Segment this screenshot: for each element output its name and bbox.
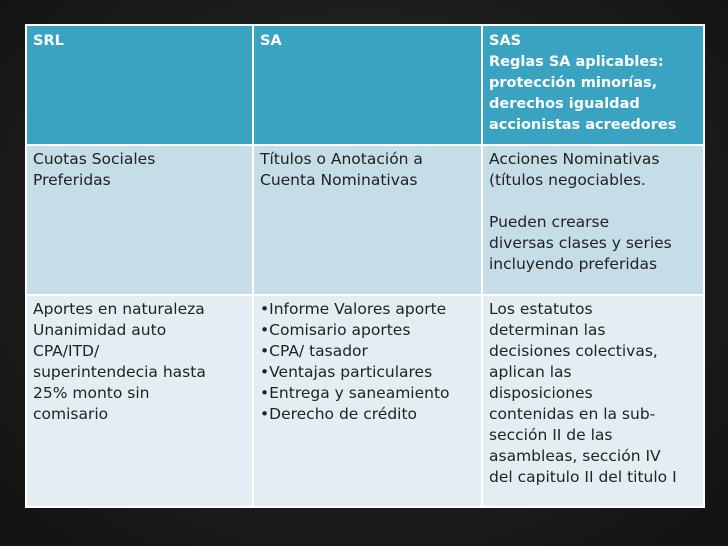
header-sas-line: accionistas acreedores bbox=[489, 117, 677, 133]
paragraph-gap bbox=[489, 191, 697, 212]
table-row bbox=[26, 295, 704, 507]
header-sa-label: SA bbox=[260, 33, 282, 49]
header-sas-label: SAS bbox=[489, 33, 522, 49]
cell-line: diversas clases y series bbox=[489, 234, 672, 252]
bullet-item: •Comisario aportes bbox=[260, 321, 411, 339]
bullet-item: •Informe Valores aporte bbox=[260, 300, 447, 318]
cell-line: Cuotas Sociales bbox=[33, 150, 156, 168]
cell-line: superintendecia hasta bbox=[33, 363, 206, 381]
header-sas bbox=[482, 25, 704, 145]
cell-line: Cuenta Nominativas bbox=[260, 171, 418, 189]
cell-line: Aportes en naturaleza bbox=[33, 300, 205, 318]
cell-line: contenidas en la sub- bbox=[489, 405, 656, 423]
cell-sas bbox=[482, 295, 704, 507]
cell-line: del capitulo II del titulo I bbox=[489, 468, 677, 486]
header-srl-label: SRL bbox=[33, 33, 64, 49]
cell-line: comisario bbox=[33, 405, 109, 423]
cell-line: Los estatutos bbox=[489, 300, 593, 318]
cell-sa bbox=[253, 295, 482, 507]
header-sas-line: Reglas SA aplicables: bbox=[489, 54, 664, 70]
table-row bbox=[26, 145, 704, 295]
header-row bbox=[26, 25, 704, 145]
header-srl bbox=[26, 25, 253, 145]
bullet-item: •Ventajas particulares bbox=[260, 363, 433, 381]
cell-srl bbox=[26, 145, 253, 295]
cell-line: incluyendo preferidas bbox=[489, 255, 658, 273]
cell-line: Pueden crearse bbox=[489, 213, 610, 231]
cell-line: disposiciones bbox=[489, 384, 593, 402]
header-sas-line: derechos igualdad bbox=[489, 96, 640, 112]
comparison-table bbox=[25, 24, 705, 508]
header-sas-line: protección minorías, bbox=[489, 75, 658, 91]
cell-line: aplican las bbox=[489, 363, 572, 381]
bullet-item: •CPA/ tasador bbox=[260, 342, 368, 360]
cell-line: sección II de las bbox=[489, 426, 613, 444]
header-sa bbox=[253, 25, 482, 145]
cell-line: (títulos negociables. bbox=[489, 171, 646, 189]
bullet-item: •Derecho de crédito bbox=[260, 405, 418, 423]
cell-line: decisiones colectivas, bbox=[489, 342, 658, 360]
bullet-item: •Entrega y saneamiento bbox=[260, 384, 450, 402]
cell-sas bbox=[482, 145, 704, 295]
cell-line: asambleas, sección IV bbox=[489, 447, 661, 465]
cell-line: Unanimidad auto bbox=[33, 321, 167, 339]
cell-line: Títulos o Anotación a bbox=[260, 150, 423, 168]
cell-sa bbox=[253, 145, 482, 295]
cell-line: 25% monto sin bbox=[33, 384, 150, 402]
cell-line: Acciones Nominativas bbox=[489, 150, 660, 168]
cell-line: Preferidas bbox=[33, 171, 111, 189]
cell-line: determinan las bbox=[489, 321, 606, 339]
cell-srl bbox=[26, 295, 253, 507]
cell-line: CPA/ITD/ bbox=[33, 342, 100, 360]
